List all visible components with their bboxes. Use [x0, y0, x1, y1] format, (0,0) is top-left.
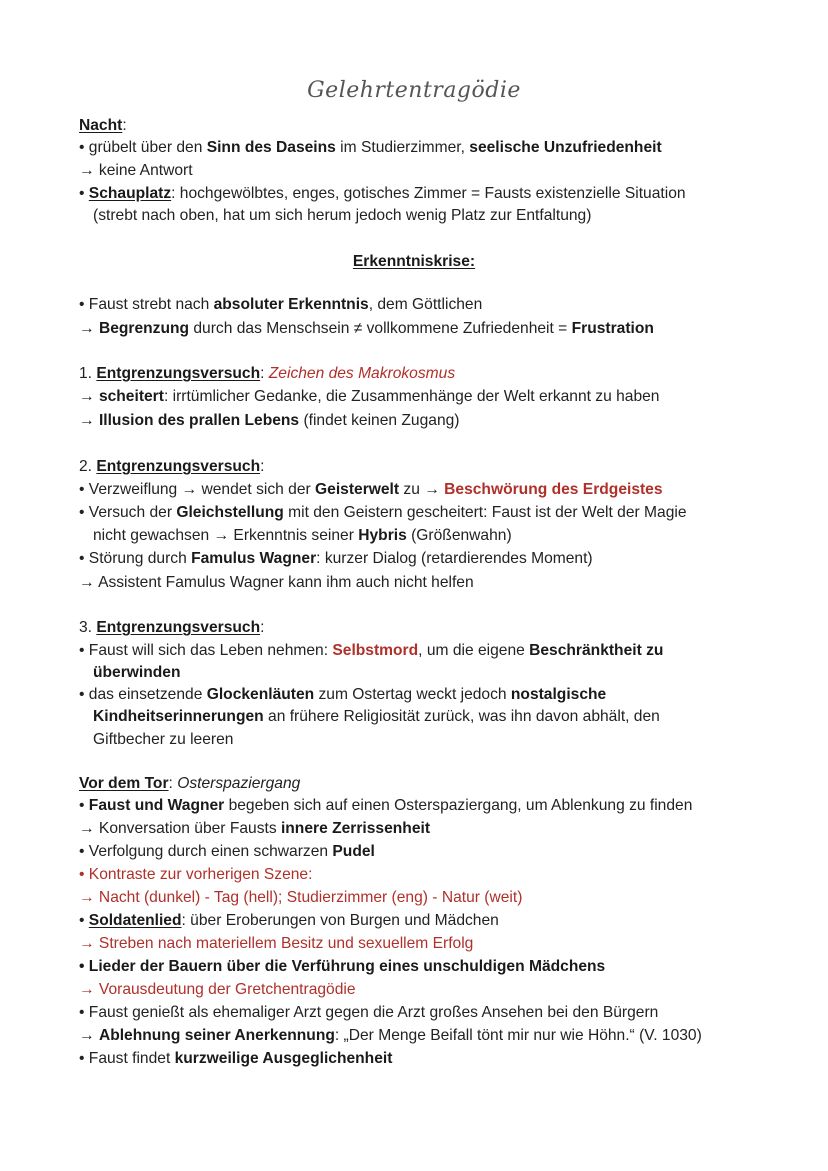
- text-line: • Lieder der Bauern über die Verführung eines unschuldigen Mädchens: [79, 958, 606, 975]
- text-line: → Nacht (dunkel) - Tag (hell); Studierzimmer (eng) - Natur (weit): [79, 889, 523, 906]
- text-line: → keine Antwort: [79, 162, 193, 179]
- text-line: → scheitert: irrtümlicher Gedanke, die Zusammenhänge der Welt erkannt zu haben: [79, 388, 660, 405]
- section-heading-erkenntniskrise: Erkenntniskrise:: [352, 253, 476, 270]
- text-line: • Faust und Wagner begeben sich auf einen Osterspaziergang, um Ablenkung zu finden: [79, 797, 693, 814]
- text-line: • Verfolgung durch einen schwarzen Pudel: [79, 843, 375, 860]
- text-line: • das einsetzende Glockenläuten zum Ostertag weckt jedoch nostalgische: [79, 686, 607, 703]
- text-line: • Verzweiflung → wendet sich der Geisterwelt zu → Beschwörung des Erdgeistes: [79, 481, 663, 498]
- text-line: • Kontraste zur vorherigen Szene:: [79, 866, 313, 883]
- text-line: → Assistent Famulus Wagner kann ihm auch nicht helfen: [79, 574, 474, 591]
- text-line: • grübelt über den Sinn des Daseins im Studierzimmer, seelische Unzufriedenheit: [79, 139, 662, 156]
- section-heading-versuch-1: 1. Entgrenzungsversuch: Zeichen des Makrokosmus: [79, 365, 456, 382]
- text-line: → Konversation über Fausts innere Zerrissenheit: [79, 820, 431, 837]
- text-line: überwinden: [93, 664, 181, 681]
- text-line: Giftbecher zu leeren: [93, 731, 234, 748]
- section-heading-vor-dem-tor: Vor dem Tor: Osterspaziergang: [79, 775, 301, 792]
- text-line: • Faust genießt als ehemaliger Arzt gegen die Arzt großes Ansehen bei den Bürgern: [79, 1004, 659, 1021]
- text-line: • Faust will sich das Leben nehmen: Selbstmord, um die eigene Beschränktheit zu: [79, 642, 664, 659]
- text-line: • Versuch der Gleichstellung mit den Geistern gescheitert: Faust ist der Welt der Magie: [79, 504, 687, 521]
- text-line: → Streben nach materiellem Besitz und sexuellem Erfolg: [79, 935, 474, 952]
- section-heading-versuch-3: 3. Entgrenzungsversuch:: [79, 619, 265, 636]
- text-line: Kindheitserinnerungen an frühere Religiosität zurück, was ihn davon abhält, den: [93, 708, 660, 725]
- text-line: → Vorausdeutung der Gretchentragödie: [79, 981, 356, 998]
- text-line: • Faust strebt nach absoluter Erkenntnis, dem Göttlichen: [79, 296, 483, 313]
- text-line: (strebt nach oben, hat um sich herum jedoch wenig Platz zur Entfaltung): [93, 207, 592, 224]
- text-line: • Soldatenlied: über Eroberungen von Burgen und Mädchen: [79, 912, 499, 929]
- text-line: • Schauplatz: hochgewölbtes, enges, gotisches Zimmer = Fausts existenzielle Situation: [79, 185, 686, 202]
- text-line: • Faust findet kurzweilige Ausgeglichenheit: [79, 1050, 393, 1067]
- section-heading-nacht: Nacht:: [79, 117, 127, 134]
- text-line: → Illusion des prallen Lebens (findet keinen Zugang): [79, 412, 460, 429]
- page-title: Gelehrtentragödie: [307, 78, 521, 103]
- text-line: → Ablehnung seiner Anerkennung: „Der Menge Beifall tönt mir nur wie Höhn.“ (V. 1030): [79, 1027, 702, 1044]
- section-heading-versuch-2: 2. Entgrenzungsversuch:: [79, 458, 265, 475]
- text-line: nicht gewachsen → Erkenntnis seiner Hybris (Größenwahn): [93, 527, 512, 544]
- text-line: → Begrenzung durch das Menschsein ≠ vollkommene Zufriedenheit = Frustration: [79, 320, 654, 337]
- text-line: • Störung durch Famulus Wagner: kurzer Dialog (retardierendes Moment): [79, 550, 593, 567]
